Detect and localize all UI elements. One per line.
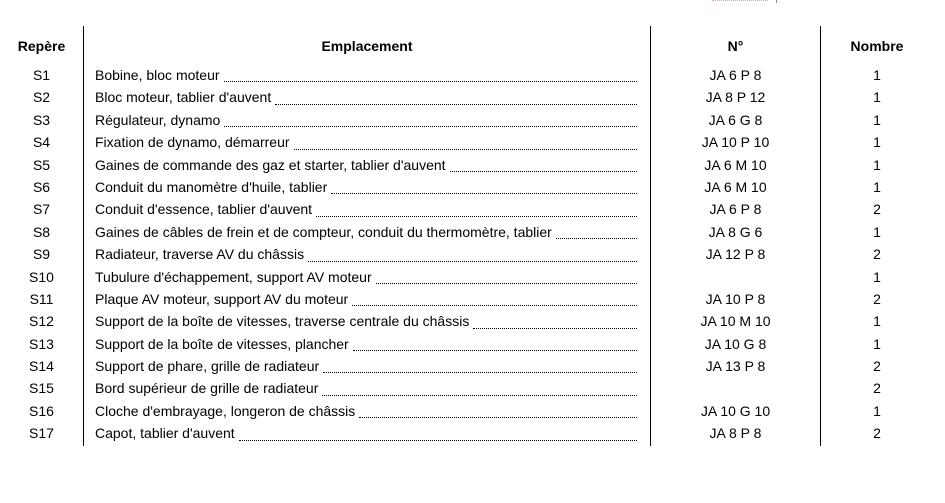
table-row [0,86,945,108]
cell-emplacement [95,377,637,399]
cell-emplacement [95,86,637,108]
dot-leader [352,304,637,306]
cell-repere: S6 [32,178,51,195]
emplacement-text: Régulateur, dynamo [95,111,221,128]
dot-leader [224,80,637,82]
cell-repere: S4 [32,134,51,151]
emplacement-text: Gaines de câbles de frein et de compteur, conduit du thermomètre, tablier [95,223,552,240]
dot-leader [331,192,637,194]
cell-nombre: 2 [873,290,881,307]
cell-nombre: 2 [873,246,881,263]
cell-emplacement [95,310,637,332]
cell-nombre: 1 [873,402,881,419]
cell-emplacement [95,131,637,153]
dot-leader [353,349,637,351]
cell-numero: JA 6 G 8 [708,111,763,128]
cell-numero: JA 8 P 8 [709,425,762,442]
table-row [0,198,945,220]
dot-leader [450,170,637,172]
emplacement-text: Radiateur, traverse AV du châssis [95,246,305,263]
dot-leader [308,260,637,262]
emplacement-text: Support de la boîte de vitesses, plancher [95,335,349,352]
table-row [0,400,945,422]
cell-numero: JA 10 P 10 [701,134,770,151]
emplacement-text: Tubulure d'échappement, support AV moteur [95,268,372,285]
top-dotted-mark [712,0,768,3]
dot-leader [316,215,637,217]
cell-repere: S5 [32,156,51,173]
cell-nombre: 2 [873,358,881,375]
cell-nombre: 1 [873,335,881,352]
cell-nombre: 1 [873,67,881,83]
dot-leader [239,439,637,441]
table-row [0,109,945,131]
cell-emplacement [95,333,637,355]
cell-repere: S9 [32,246,51,263]
dot-leader [473,327,637,329]
cell-emplacement [95,422,637,444]
cell-repere: S7 [32,201,51,218]
table-row [0,266,945,288]
cell-nombre: 2 [873,380,881,397]
cell-emplacement [95,243,637,265]
emplacement-text: Bord supérieur de grille de radiateur [95,380,319,397]
dot-leader [323,371,637,373]
emplacement-text: Support de la boîte de vitesses, traverse centrale du châssis [95,313,470,330]
cell-nombre: 2 [873,201,881,218]
emplacement-text: Cloche d'embrayage, longeron de châssis [95,402,356,419]
cell-repere: S11 [29,290,54,307]
cell-emplacement [95,288,637,310]
cell-numero: JA 6 P 8 [709,201,762,218]
emplacement-text: Support de phare, grille de radiateur [95,358,320,375]
cell-emplacement [95,355,637,377]
dot-leader [376,282,637,284]
emplacement-text: Plaque AV moteur, support AV du moteur [95,290,349,307]
header-emplacement: Emplacement [321,38,413,54]
cell-nombre: 1 [873,313,881,330]
table-row [0,310,945,332]
cell-numero: JA 6 M 10 [704,178,767,195]
cell-emplacement [95,154,637,176]
cell-numero: JA 6 P 8 [709,67,762,83]
cell-numero: JA 10 G 8 [704,335,767,352]
table-row [0,377,945,399]
top-tick-mark [776,0,777,3]
cell-numero: JA 12 P 8 [705,246,766,263]
cell-nombre: 1 [873,156,881,173]
cell-numero: JA 10 G 10 [700,402,771,419]
table-row [0,154,945,176]
emplacement-text: Conduit d'essence, tablier d'auvent [95,201,313,218]
cell-repere: S10 [29,268,54,285]
cell-nombre: 2 [873,425,881,442]
emplacement-text: Gaines de commande des gaz et starter, tablier d'auvent [95,156,446,173]
emplacement-text: Fixation de dynamo, démarreur [95,134,290,151]
cell-repere: S3 [32,111,51,128]
table-row [0,243,945,265]
cell-numero: JA 10 M 10 [700,313,771,330]
table-row [0,422,945,444]
cell-emplacement [95,198,637,220]
cell-repere: S12 [29,313,54,330]
cell-repere: S2 [32,89,51,106]
cell-numero: JA 8 G 6 [708,223,763,240]
table-row [0,64,945,86]
dot-leader [294,148,637,150]
cell-numero: JA 10 P 8 [705,290,766,307]
table-row [0,176,945,198]
cell-nombre: 1 [873,134,881,151]
header-numero: N° [727,38,744,54]
dot-leader [556,237,637,239]
dot-leader [322,394,637,396]
table-row [0,333,945,355]
emplacement-text: Capot, tablier d'auvent [95,425,235,442]
dot-leader [224,125,637,127]
dot-leader [275,103,637,105]
cell-repere: S14 [29,358,54,375]
cell-emplacement [95,221,637,243]
dot-leader [359,416,637,418]
cell-nombre: 1 [873,111,881,128]
header-nombre: Nombre [850,38,904,54]
cell-nombre: 1 [873,178,881,195]
cell-repere: S15 [29,380,54,397]
emplacement-text: Bloc moteur, tablier d'auvent [95,89,272,106]
table-body [0,64,945,445]
cell-emplacement [95,109,637,131]
cell-nombre: 1 [873,89,881,106]
cell-numero: JA 8 P 12 [705,89,766,106]
cell-nombre: 1 [873,223,881,240]
cell-emplacement [95,64,637,86]
table-row [0,221,945,243]
table-row [0,288,945,310]
emplacement-text: Bobine, bloc moteur [95,67,220,83]
cell-repere: S17 [29,425,54,442]
cell-repere: S1 [32,67,51,83]
cell-numero: JA 13 P 8 [705,358,766,375]
table-row [0,131,945,153]
cell-nombre: 1 [873,268,881,285]
cell-repere: S16 [29,402,54,419]
header-repere: Repère [17,38,66,54]
cell-numero: JA 6 M 10 [704,156,767,173]
emplacement-text: Conduit du manomètre d'huile, tablier [95,178,328,195]
cell-repere: S8 [32,223,51,240]
cell-emplacement [95,176,637,198]
cell-repere: S13 [29,335,54,352]
cell-emplacement [95,266,637,288]
table-row [0,355,945,377]
cell-emplacement [95,400,637,422]
